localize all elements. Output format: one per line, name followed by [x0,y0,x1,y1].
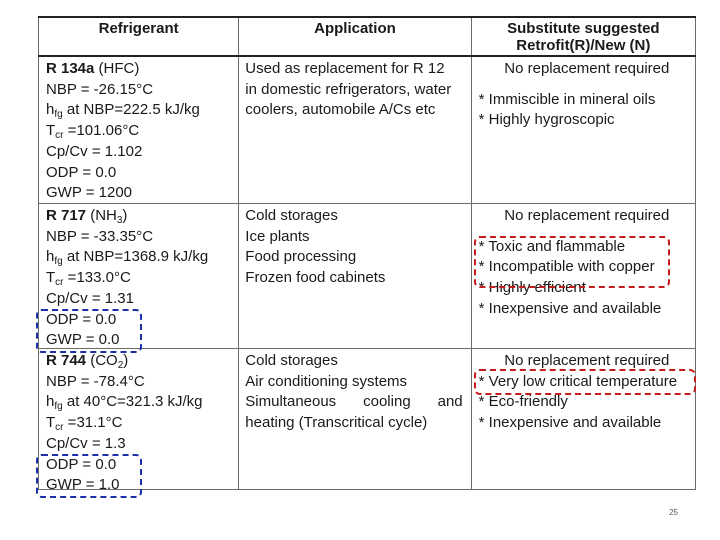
substitute-cell [471,204,695,349]
odp-value: ODP = 0.0 [46,163,117,181]
substitute-point: * Immiscible in mineral oils [478,90,656,108]
substitute-point: * Inexpensive and available [478,299,662,317]
table-row [39,349,696,490]
application-cell [239,349,471,490]
refrigerant-cell [39,349,239,494]
substitute-point: * Very low critical temperature [478,372,678,390]
substitute-point: * Eco-friendly [478,393,568,411]
substitute-point: * Toxic and flammable [478,237,626,255]
substitute-point: * Inexpensive and available [478,414,662,432]
substitute-title: No replacement required [504,207,670,224]
application-line: Food processing [245,248,357,266]
substitute-cell [471,349,695,490]
application-line: Cold storages [245,352,338,369]
odp-value: ODP = 0.0 [46,455,117,473]
table-header-row [39,17,696,56]
application-line: Simultaneous cooling and [245,393,463,411]
application-line: Frozen food cabinets [245,269,386,287]
page-number: 25 [669,508,678,517]
odp-value: ODP = 0.0 [46,310,117,328]
substitute-cell [471,56,695,204]
gwp-value: GWP = 0.0 [46,331,120,349]
tcr-value: $T_{cr} =31.1^\circ C$ [46,414,123,434]
hfg-value: $h_{fg}$ at NBP=1368.9 kJ/kg [46,248,209,268]
nbp-value: NBP = -33.35°C [46,227,154,245]
hfg-value: $h_{fg}$ at 40°C=321.3 kJ/kg [46,393,203,413]
refrigerant-name: R 717 $(NH_3)$ [46,207,128,226]
application-line: in domestic refrigerators, water [245,80,452,98]
tcr-value: $T_{cr} =101.06^\circ C$ [46,122,140,142]
application-cell [239,56,471,204]
nbp-value: NBP = -78.4°C [46,372,145,390]
gwp-value: GWP = 1.0 [46,476,120,494]
application-line: Used as replacement for R 12 [245,60,445,77]
substitute-point: * Incompatible with copper [478,258,655,276]
substitute-title: No replacement required [504,352,670,369]
refrigerant-name: R 134a (HFC) [46,60,140,77]
header-refrigerant: Refrigerant [39,17,239,56]
gwp-value: GWP = 1200 [46,184,133,202]
application-cell [239,204,471,349]
application-line: Air conditioning systems [245,372,408,390]
application-line: heating (Transcritical cycle) [245,414,428,432]
tcr-value: $T_{cr} =133.0^\circ C$ [46,269,131,289]
refrigerant-table [38,16,696,494]
table-row [39,56,696,204]
hfg-value: $h_{fg}$ at NBP=222.5 kJ/kg [46,101,200,121]
refrigerant-cell [39,56,239,204]
application-line: Ice plants [245,227,310,245]
application-line: coolers, automobile A/Cs etc [245,101,436,119]
refrigerant-cell [39,204,239,349]
cpcv-value: Cp/Cv = 1.102 [46,142,143,160]
substitute-point: * Highly efficient [478,279,586,297]
nbp-value: NBP = -26.15°C [46,80,154,98]
substitute-title: No replacement required [504,60,670,77]
header-application: Application [239,17,471,56]
cpcv-value: Cp/Cv = 1.3 [46,434,126,452]
cpcv-value: Cp/Cv = 1.31 [46,289,134,307]
caption-strip [170,493,500,500]
application-line: Cold storages [245,207,338,224]
refrigerant-name: R 744 $(CO_2)$ [46,352,129,371]
substitute-point: * Highly hygroscopic [478,111,615,129]
table-row [39,204,696,349]
header-substitute: Substitute suggested Retrofit(R)/New (N) [471,17,695,56]
